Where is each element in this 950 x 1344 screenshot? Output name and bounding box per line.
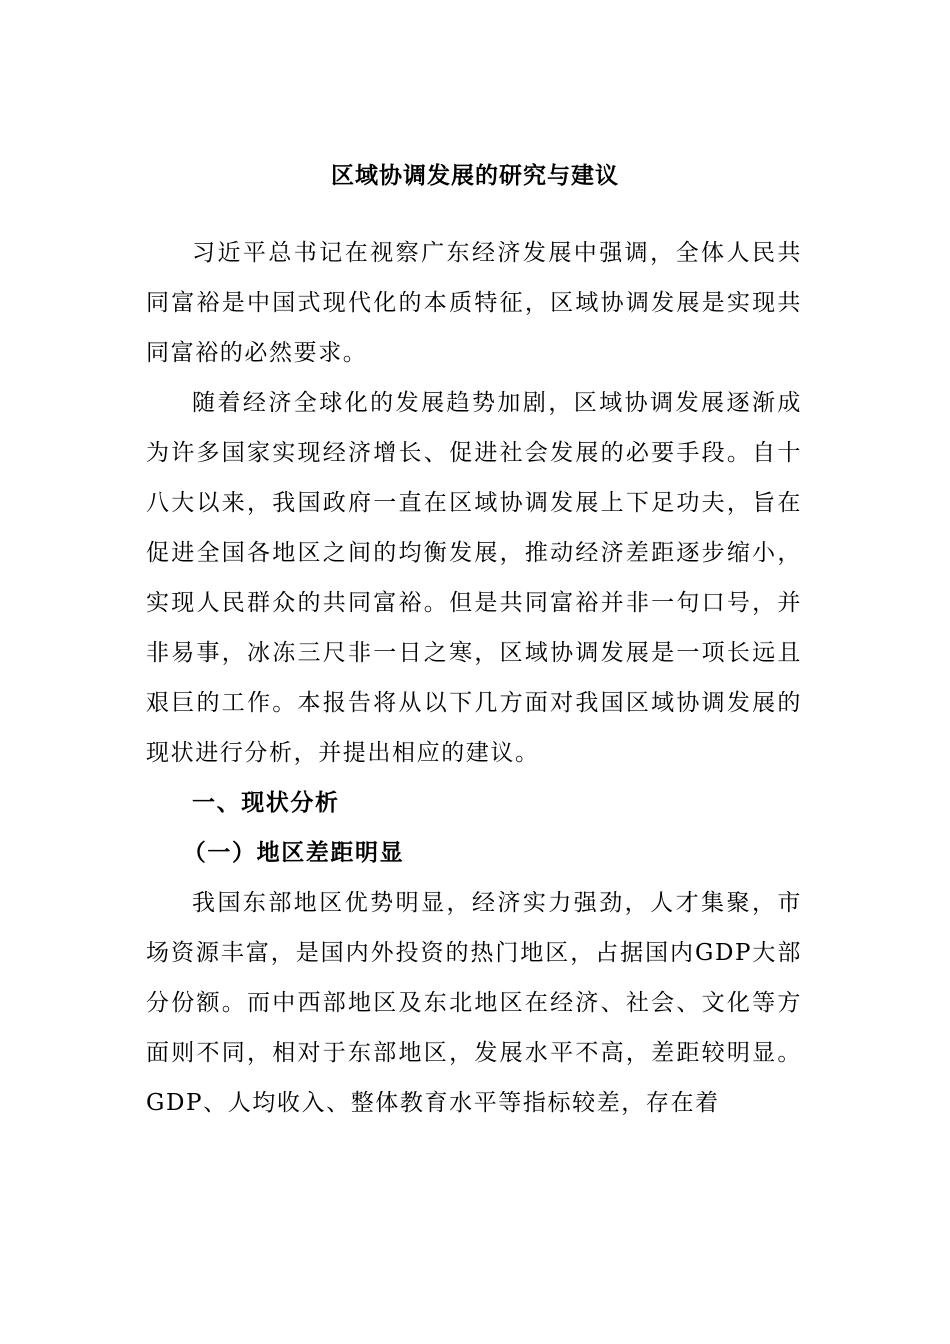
paragraph-background: 随着经济全球化的发展趋势加剧，区域协调发展逐渐成为许多国家实现经济增长、促进社会发展的必要手段。自十八大以来，我国政府一直在区域协调发展上下足功夫，旨在促进全国各地区之间的均衡发展，推动经济差距逐步缩小，实现人民群众的共同富裕。但是共同富裕并非一句口号，并非易事，冰冻三尺非一日之寒，区域协调发展是一项长远且艰巨的工作。本报告将从以下几方面对我国区域协调发展的现状进行分析，并提出相应的建议。 [146, 390, 802, 766]
section-heading-status-analysis: 一、现状分析 [192, 789, 340, 816]
subsection-heading-regional-gap: （一）地区差距明显 [182, 839, 405, 866]
paragraph-regional-gap: 我国东部地区优势明显，经济实力强劲，人才集聚，市场资源丰富，是国内外投资的热门地区，占据国内GDP大部分份额。而中西部地区及东北地区在经济、社会、文化等方面则不同，相对于东部地区，发展水平不高，差距较明显。GDP、人均收入、整体教育水平等指标较差，存在着 [146, 890, 802, 1116]
document-title: 区域协调发展的研究与建议 [331, 162, 619, 189]
paragraph-intro: 习近平总书记在视察广东经济发展中强调，全体人民共同富裕是中国式现代化的本质特征，区域协调发展是实现共同富裕的必然要求。 [146, 240, 802, 366]
document-body [146, 228, 802, 1128]
